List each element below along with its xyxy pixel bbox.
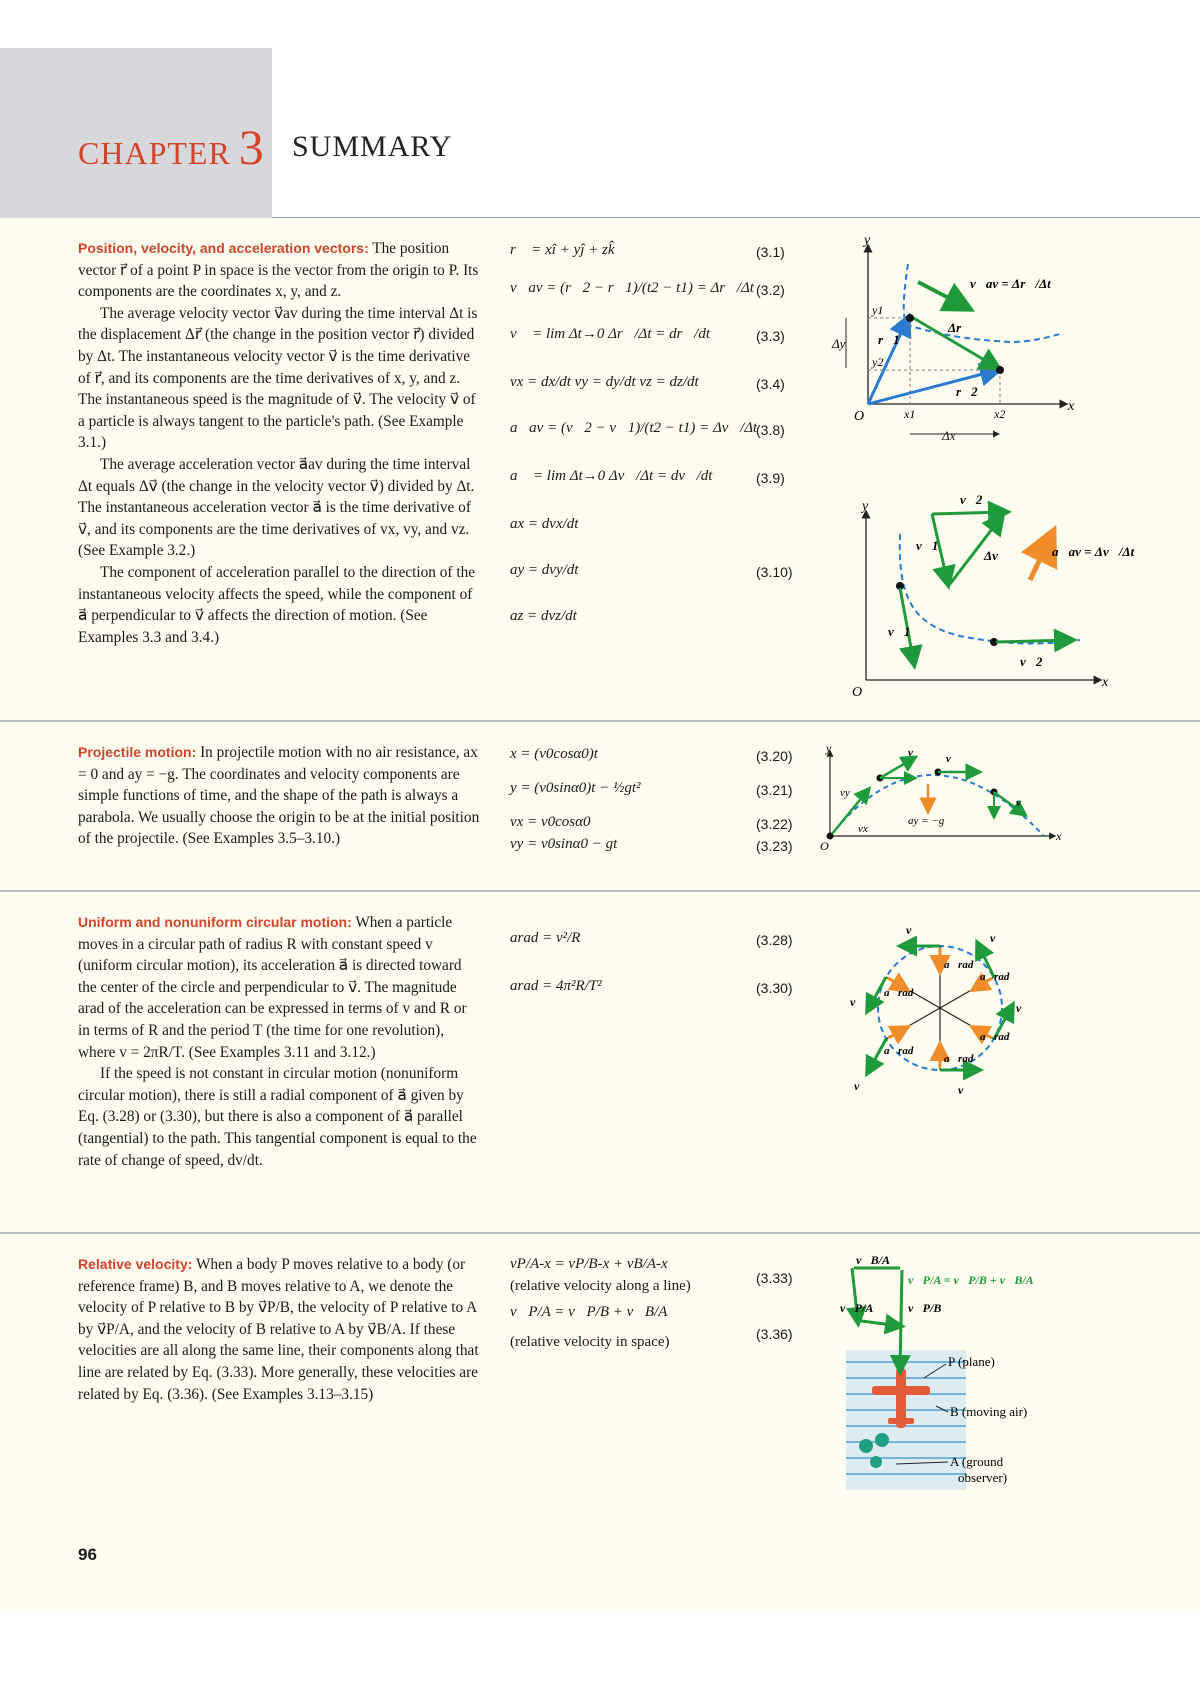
label-v2: v⃗2 (1020, 654, 1043, 669)
section-divider (0, 890, 1200, 892)
equation-note: (relative velocity in space) (510, 1334, 670, 1350)
label-v: v⃗ (906, 923, 921, 937)
label-v2-copy: v⃗2 (960, 492, 983, 507)
label-arad: a⃗rad (980, 1031, 1010, 1043)
equation-number: (3.4) (756, 376, 785, 392)
label-ay: ay = −g (908, 815, 945, 827)
axis-label-x: x (1056, 829, 1062, 843)
axis-label-y: y (864, 234, 871, 248)
label-aav: a⃗av = Δv⃗/Δt (1052, 544, 1135, 559)
section-title: Relative velocity: (78, 1256, 193, 1272)
label-v1-copy: v⃗1 (916, 538, 939, 553)
section-position-velocity (78, 238, 480, 648)
label-y2: y2 (872, 355, 884, 369)
label-v: v⃗ (990, 931, 1005, 945)
equation: y = (v0sinα0)t − ½gt² (510, 780, 641, 796)
aav-vector (1030, 534, 1052, 580)
equation: az = dvz/dt (510, 608, 577, 624)
acceleration-figure (840, 484, 1160, 700)
equation-number: (3.30) (756, 980, 793, 996)
label-air: B (moving air) (950, 1404, 1028, 1419)
equation: v⃗av = (r⃗2 − r⃗1)/(t2 − t1) = Δr⃗/Δt (510, 280, 754, 296)
label-v: v⃗ (1016, 1001, 1031, 1015)
label-r2: r⃗2 (956, 384, 978, 399)
equation: vx = dx/dt vy = dy/dt vz = dz/dt (510, 374, 699, 390)
origin-label: O (852, 685, 863, 700)
equation-number: (3.8) (756, 422, 785, 438)
projectile-figure (818, 744, 1068, 856)
label-arad: a⃗rad (884, 987, 914, 999)
equation-number: (3.9) (756, 470, 785, 486)
label-arad: a⃗rad (980, 971, 1010, 983)
circular-motion-figure (840, 912, 1060, 1102)
label-delta-x: Δx (942, 428, 956, 443)
label-ground: A (ground (950, 1454, 1004, 1469)
vpa-arrow (854, 1320, 900, 1326)
equation-number: (3.22) (756, 816, 793, 832)
equation-number: (3.36) (756, 1326, 793, 1342)
axis-label-y: y (826, 744, 832, 755)
equation-number: (3.33) (756, 1270, 793, 1286)
section-text: The position vector r⃗ of a point P in space is the vector from the origin to P. Its components are the coordinates x, y, and z. (78, 240, 479, 301)
label-v-b: v⃗ (1016, 797, 1030, 809)
axis-label-y: y (862, 499, 869, 514)
equation-number: (3.10) (756, 564, 793, 580)
chapter-word: CHAPTER (78, 135, 231, 171)
section-text: The average velocity vector v⃗av during the time interval Δt is the displacement Δr⃗ (the change in the position vector r⃗) divided by Δt. The instantaneous velocity vector v⃗ is the time derivative of r⃗, and its components are the time derivatives of x, y, and z. The instantaneous speed is the magnitude of v⃗. The velocity v⃗ of a particle is always tangent to the particle's path. (See Example 3.1.) (78, 304, 478, 452)
label-x2: x2 (994, 407, 1006, 421)
vav-vector (918, 282, 968, 308)
label-arad: a⃗rad (944, 959, 974, 971)
section-title: Position, velocity, and acceleration vectors: (78, 240, 369, 256)
section-text: If the speed is not constant in circular motion (nonuniform circular motion), there is still a radial component of a⃗ given by Eq. (3.28) or (3.30), but there is also a component of a⃗ parallel (tangential) to the path. This tangential component is equal to the rate of change of speed, dv/dt. (78, 1065, 477, 1169)
label-ground: observer) (958, 1470, 1008, 1485)
label-v-a: v⃗ (908, 747, 922, 759)
relative-velocity-figure (836, 1250, 1096, 1490)
section-text: The component of acceleration parallel to the direction of the instantaneous velocity affects the speed, while the component of a⃗ perpendicular to v⃗ affects the direction of motion. (See Examples 3.3 and 3.4.) (78, 563, 476, 646)
label-v1: v⃗1 (888, 624, 911, 639)
label-r1: r⃗1 (878, 332, 900, 347)
equation-number: (3.2) (756, 282, 785, 298)
equation-number: (3.1) (756, 244, 785, 260)
v2-copy (932, 512, 1006, 514)
equation-number: (3.20) (756, 748, 793, 764)
equation-number: (3.23) (756, 838, 793, 854)
equation: r⃗ = xî + yĵ + zk̂ (510, 242, 615, 258)
label-v: v⃗ (850, 995, 865, 1009)
point-1 (906, 314, 914, 322)
equation: arad = v²/R (510, 930, 581, 946)
position-vector-figure (830, 234, 1080, 454)
equation: v⃗ = lim Δt→0 Δr⃗/Δt = dr⃗/dt (510, 326, 710, 342)
equation: vx = v0cosα0 (510, 814, 591, 830)
equation: a⃗av = (v⃗2 − v⃗1)/(t2 − t1) = Δv⃗/Δt (510, 420, 758, 436)
equation: x = (v0cosα0)t (510, 746, 598, 762)
axis-label-x: x (1102, 675, 1109, 690)
section-text: When a particle moves in a circular path of radius R with constant speed v (uniform circular motion), its acceleration a⃗ is directed toward the center of the circle and perpendicular to v⃗. The magnitude arad of the acceleration can be expressed in terms of v and R or in terms of R and the period T (the time for one revolution), where v = 2πR/T. (See Examples 3.11 and 3.12.) (78, 914, 467, 1061)
equation: vP/A-x = vP/B-x + vB/A-x (510, 1256, 668, 1272)
equation: ay = dvy/dt (510, 562, 579, 578)
label-arad: a⃗rad (884, 1045, 914, 1057)
r2-vector (868, 370, 998, 404)
section-title: Uniform and nonuniform circular motion: (78, 914, 352, 930)
label-plane: P (plane) (948, 1354, 995, 1369)
label-x1: x1 (904, 407, 916, 421)
origin-label: O (854, 409, 865, 424)
section-projectile-motion (78, 742, 480, 850)
point-2 (996, 366, 1004, 374)
label-delta-y: Δy (832, 336, 846, 351)
equation: ax = dvx/dt (510, 516, 579, 532)
label-delta-v: Δv⃗ (984, 548, 1009, 563)
equation: v⃗P/A = v⃗P/B + v⃗B/A (510, 1304, 668, 1320)
section-relative-velocity (78, 1254, 480, 1405)
equation-number: (3.28) (756, 932, 793, 948)
label-v-apex: v⃗ (946, 753, 960, 765)
label-delta-r: Δr⃗ (948, 320, 972, 335)
section-divider (0, 720, 1200, 722)
label-vpb: v⃗P/B (908, 1301, 942, 1315)
equation-number: (3.3) (756, 328, 785, 344)
label-v: v⃗ (958, 1083, 973, 1097)
origin-label: O (820, 839, 829, 853)
label-v: v⃗ (854, 1079, 869, 1093)
section-text: The average acceleration vector a⃗av during the time interval Δt equals Δv⃗ (the change in the velocity vector v⃗) divided by Δt. The instantaneous acceleration vector a⃗ is the time derivative of v⃗, and its components are the time derivatives of vx, vy, and vz. (See Example 3.2.) (78, 455, 475, 560)
label-relation: v⃗P/A = v⃗P/B + v⃗B/A (908, 1273, 1034, 1287)
label-vba: v⃗B/A (856, 1253, 891, 1267)
label-vav: v⃗av = Δr⃗/Δt (970, 276, 1051, 291)
label-vpa: v⃗P/A (840, 1301, 874, 1315)
label-arad: a⃗rad (944, 1053, 974, 1065)
label-vx: vx (858, 823, 868, 835)
velocity-a (880, 758, 914, 778)
label-y1: y1 (872, 303, 884, 317)
summary-heading: SUMMARY (292, 130, 453, 163)
page-number: 96 (78, 1545, 97, 1564)
equation-note: (relative velocity along a line) (510, 1278, 691, 1294)
equation-number: (3.21) (756, 782, 793, 798)
axis-label-x: x (1068, 399, 1075, 414)
vpb-arrow (900, 1270, 902, 1370)
section-circular-motion (78, 912, 480, 1171)
chapter-label (78, 118, 265, 176)
label-vy: vy (840, 787, 850, 799)
chapter-number: 3 (238, 119, 265, 175)
section-title: Projectile motion: (78, 744, 197, 760)
equation: arad = 4π²R/T² (510, 978, 602, 994)
section-text: In projectile motion with no air resistance, ax = 0 and ay = −g. The coordinates and velocity components are simple functions of time, and the shape of the path is always a parabola. We usually choose the origin to be at the initial position of the projectile. (See Examples 3.5–3.10.) (78, 744, 480, 848)
equation: vy = v0sinα0 − gt (510, 836, 618, 852)
equation: a⃗ = lim Δt→0 Δv⃗/Δt = dv⃗/dt (510, 468, 713, 484)
section-divider (0, 1232, 1200, 1234)
section-text: When a body P moves relative to a body (or reference frame) B, and B moves relative to A, we denote the velocity of P relative to B by v⃗P/B, the velocity of P relative to A by v⃗P/A, and the velocity of B relative to A by v⃗B/A. If these velocities are all along the same line, their components along that line are related by Eq. (3.33). More generally, these velocities are related by Eq. (3.36). (See Examples 3.13–3.15) (78, 1256, 479, 1403)
v2-vector (996, 640, 1072, 642)
